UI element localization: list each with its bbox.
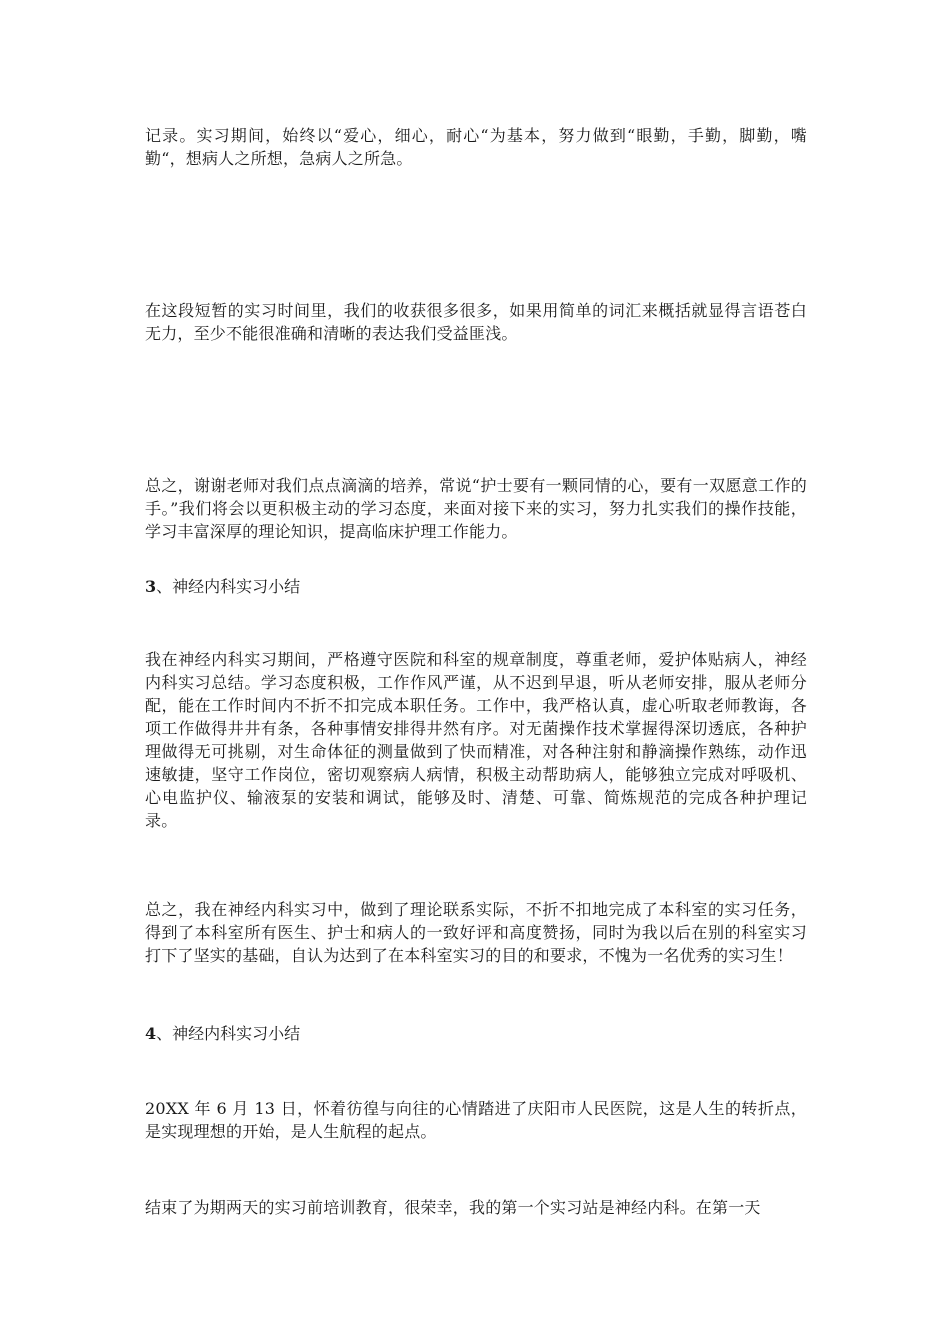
section-number: 4 xyxy=(145,1024,157,1043)
section-heading-3 xyxy=(145,575,807,598)
section-title: 、神经内科实习小结 xyxy=(156,577,301,596)
section-number: 3 xyxy=(145,577,157,596)
paragraph-hospital-arrival: 20XX 年 6 月 13 日，怀着彷徨与向往的心情踏进了庆阳市人民医院，这是人生的转折点，是实现理想的开始，是人生航程的起点。 xyxy=(145,1099,807,1141)
section-title: 、神经内科实习小结 xyxy=(156,1024,301,1043)
paragraph-neurology-conclusion: 总之，我在神经内科实习中，做到了理论联系实际，不折不扣地完成了本科室的实习任务，得到了本科室所有医生、护士和病人的一致好评和高度赞扬，同时为我以后在别的科室实习打下了坚实的基础，自认为达到了在本科室实习的目的和要求，不愧为一名优秀的实习生！ xyxy=(145,900,807,965)
paragraph-record-summary: 记录。实习期间，始终以“爱心，细心，耐心“为基本，努力做到“眼勤，手勤，脚勤，嘴勤“，想病人之所想，急病人之所急。 xyxy=(145,126,807,168)
section-heading-4 xyxy=(145,1022,807,1045)
paragraph-neurology-practice: 我在神经内科实习期间，严格遵守医院和科室的规章制度，尊重老师，爱护体贴病人，神经内科实习总结。学习态度积极，工作作风严谨，从不迟到早退，听从老师安排，服从老师分配，能在工作时间内不折不扣完成本职任务。工作中，我严格认真，虚心听取老师教诲，各项工作做得井井有条，各种事情安排得井然有序。对无菌操作技术掌握得深切透底，各种护理做得无可挑剔，对生命体征的测量做到了快而精准，对各种注射和静滴操作熟练，动作迅速敏捷，坚守工作岗位，密切观察病人病情，积极主动帮助病人，能够独立完成对呼吸机、心电监护仪、输液泵的安装和调试，能够及时、清楚、可靠、简炼规范的完成各种护理记录。 xyxy=(145,650,807,830)
paragraph-training-finished: 结束了为期两天的实习前培训教育，很荣幸，我的第一个实习站是神经内科。在第一天 xyxy=(145,1198,761,1217)
paragraph-thanks-teachers: 总之，谢谢老师对我们点点滴滴的培养，常说“护士要有一颗同情的心，要有一双愿意工作的手。”我们将会以更积极主动的学习态度，来面对接下来的实习，努力扎实我们的操作技能，学习丰富深厚的理论知识，提高临床护理工作能力。 xyxy=(145,476,807,541)
paragraph-short-internship: 在这段短暂的实习时间里，我们的收获很多很多，如果用简单的词汇来概括就显得言语苍白无力，至少不能很准确和清晰的表达我们受益匪浅。 xyxy=(145,301,807,343)
